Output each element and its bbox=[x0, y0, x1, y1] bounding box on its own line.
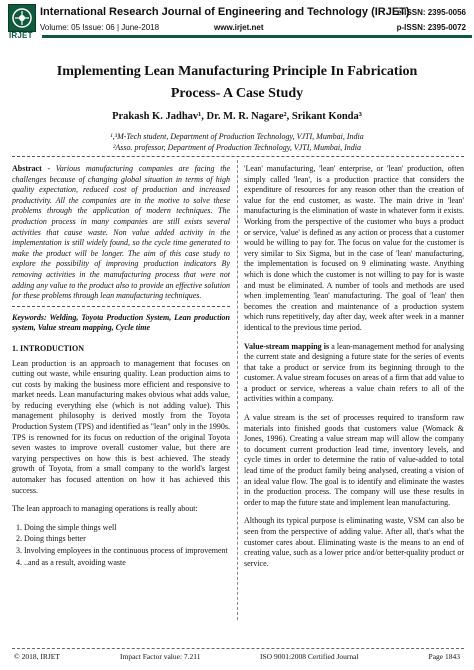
vsm-paragraph bbox=[244, 342, 464, 406]
vsm-text: a lean-management method for analysing the current state and designing a future state for the series of events that take a product or service from its beginning through to the customer. A value stream focuses on areas of a firm that add value to a product or service, whereas a value chain refers to all of the activities within a company. bbox=[244, 341, 464, 404]
list-item: 3. Involving employees in the continuous process of improvement bbox=[24, 546, 230, 557]
section-heading-introduction: 1. INTRODUCTION bbox=[12, 343, 85, 353]
title-line-1: Implementing Lean Manufacturing Principle In Fabrication bbox=[56, 64, 418, 79]
vsm-purpose-paragraph: Although its typical purpose is eliminating waste, VSM can also be seen from the perspective of adding value. After all, that's what the customer cares about. Eliminating waste is the means to an end of creating value, such as a lower price and/or better-quality product or service. bbox=[244, 516, 464, 568]
footer-copyright: © 2018, IRJET bbox=[14, 652, 60, 661]
paper-title bbox=[20, 61, 454, 105]
affiliation-1: ¹,³M-Tech student, Department of Production Technology, VJTI, Mumbai, India bbox=[110, 132, 364, 141]
right-column bbox=[244, 164, 464, 577]
e-issn: e-ISSN: 2395-0056 bbox=[397, 8, 466, 17]
keywords: Keywords: Welding, Toyota Production System, Lean production system, Value stream mapping, Cycle time bbox=[12, 312, 230, 333]
affiliation-2: ²Asso. professor, Department of Production Technology, VJTI, Mumbai, India bbox=[113, 143, 361, 152]
list-item: 4. ..and as a result, avoiding waste bbox=[24, 558, 230, 569]
abstract bbox=[12, 164, 230, 302]
journal-website[interactable]: www.irjet.net bbox=[214, 23, 264, 32]
value-stream-paragraph: A value stream is the set of processes required to transform raw materials into finished goods that customers value (Womack & Jones, 1996). Creating a value stream map will allow the company to document current production lead time, inventory levels, and cycle times in order to determine the ratio of value-added to total lead time of the product family being analysed, creating a vision of an ideal value flow. The goal is to identify and eliminate the wastes in the production process. The company will use these results in order to map the future state and implement lean manufacturing. bbox=[244, 413, 464, 507]
footer-impact-factor: Impact Factor value: 7.211 bbox=[120, 652, 201, 661]
list-item: 1. Doing the simple things well bbox=[24, 523, 230, 534]
journal-header bbox=[6, 4, 468, 48]
abstract-divider bbox=[12, 306, 230, 307]
footer-iso: ISO 9001:2008 Certified Journal bbox=[260, 652, 359, 661]
list-item: 2. Doing things better bbox=[24, 534, 230, 545]
p-issn: p-ISSN: 2395-0072 bbox=[396, 23, 466, 32]
abstract-label: Abstract bbox=[12, 164, 42, 173]
lean-approach-list bbox=[12, 523, 230, 568]
logo-emblem bbox=[8, 4, 36, 32]
column-divider bbox=[237, 160, 238, 620]
title-divider bbox=[12, 156, 464, 157]
authors: Prakash K. Jadhav¹, Dr. M. R. Nagare², Srikant Konda³ bbox=[112, 111, 362, 122]
logo-label: IRJET bbox=[9, 31, 33, 40]
abstract-text: - Various manufacturing companies are facing the challenges because of changing global situation in terms of high quality expectation, reduced cost of production and increased productivity. All the companies are in the motive to solve these problems through the application of modern techniques. The production process in many companies are still exists several activities that cause waste. Non value added activity in the implementation is still widely found, so the cycle time generated to make the product will be longer. The aim of this case study to explore the possibility of improving production indicators By removing activities in the manufacturing process that were not adding any value to the product also to provide an effective solution for these problems through lean manufacturing techniques. bbox=[12, 164, 230, 301]
vsm-term: Value-stream mapping is bbox=[244, 341, 330, 351]
page-footer bbox=[12, 648, 464, 663]
journal-title: International Research Journal of Engineering and Technology (IRJET) bbox=[40, 6, 410, 18]
intro-paragraph-1: Lean production is an approach to management that focuses on cutting out waste, while ensuring quality. Lean production aims to cut costs by making the business more efficient and responsive to market needs. Lean manufacturing makes obvious what adds value, by reducing everything else (which is not adding value). This management philosophy is derived mostly from the Toyota Production System (TPS) and identified as "lean" only in the 1990s. TPS is renowned for its focus on reduction of the original Toyota seven wastes to improve overall customer value, but there are varying perspectives on how this is best achieved. The steady growth of Toyota, from a small company to the world's largest automaker has focused attention on how it has achieved this success. bbox=[12, 358, 230, 495]
header-rule bbox=[42, 35, 472, 38]
title-line-2: Process- A Case Study bbox=[170, 86, 304, 101]
lean-definition-paragraph: 'Lean' manufacturing, 'lean' enterprise, or 'lean' production, often simply called 'lean', is a production practice that considers the expenditure of resources for any reason other than the creation of value for the end customer, as waste. The main drive in 'lean' manufacturing is the elimination of waste in whatever form it exists. Working from the perspective of the customer who buys a product or service, 'value' is defined as any action or process that a customer would be willing to pay for. The focus on value for the customer is very similar to Six Sigma, but in the case of 'lean' manufacturing, the implementation is focused on 9 eliminating waste. Anything which is done which the customer is not willing to pay for is waste and must be eliminated. A number of tools and methods are used when implementing 'lean' manufacturing. The goal of 'lean' then becomes the creation and maintenance of a production system which runs repetitively, day after day, week after week in a manner identical to the previous time period. bbox=[244, 164, 464, 332]
footer-page-number: Page 1843 bbox=[428, 652, 460, 661]
intro-paragraph-2: The lean approach to managing operations is really about: bbox=[12, 504, 198, 514]
affiliations bbox=[20, 131, 454, 153]
irjet-logo bbox=[8, 4, 36, 44]
left-column bbox=[12, 164, 230, 569]
volume-issue: Volume: 05 Issue: 06 | June-2018 bbox=[40, 23, 160, 32]
